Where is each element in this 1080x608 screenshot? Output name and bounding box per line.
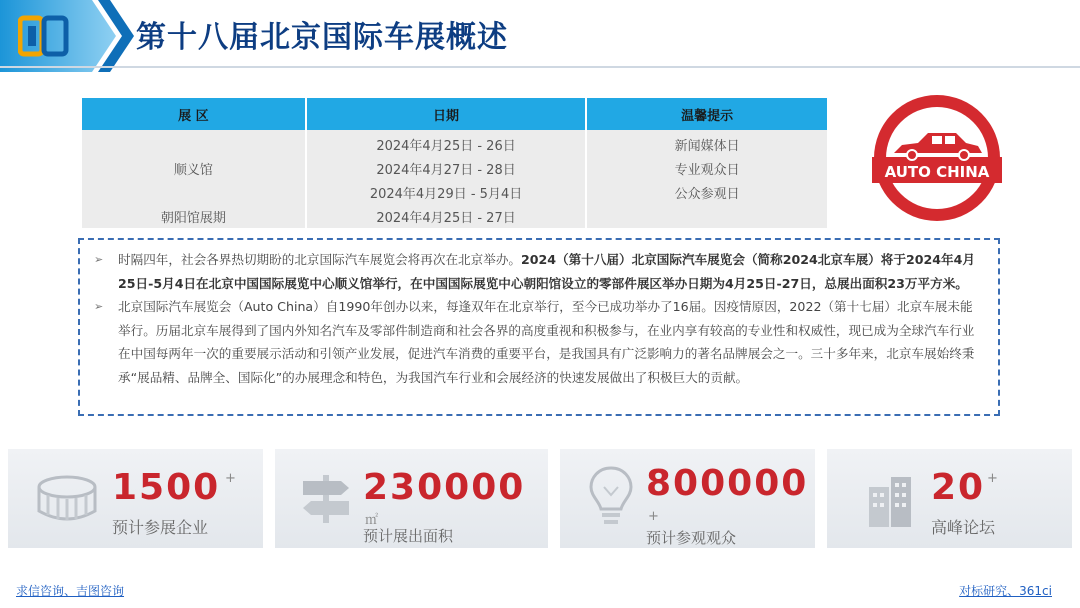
cell-zone (82, 180, 306, 204)
bullet-arrow-icon: ➢ (94, 253, 104, 266)
stat-card-exhibitors (8, 449, 263, 548)
badge-text: AUTO CHINA (884, 163, 990, 181)
stat-value: 1500 (112, 467, 221, 508)
stat-label: 预计展出面积 (363, 527, 454, 545)
header-bar (0, 0, 1080, 72)
table-row (82, 204, 827, 228)
table-row (82, 130, 827, 156)
intro-text-box (78, 238, 1000, 416)
cell-date: 2024年4月27日 - 28日 (306, 156, 587, 180)
cell-zone: 朝阳馆展期 (82, 204, 306, 228)
column-header-date: 日期 (306, 98, 587, 130)
stat-card-visitors (560, 449, 815, 548)
stat-value: 230000 (363, 467, 526, 508)
column-header-zone: 展 区 (82, 98, 306, 130)
cell-date: 2024年4月29日 - 5月4日 (306, 180, 587, 204)
cell-tip: 专业观众日 (586, 156, 827, 180)
intro-paragraph-2 (94, 295, 984, 389)
stat-label: 高峰论坛 (931, 518, 996, 537)
auto-china-badge (872, 93, 1002, 223)
intro-paragraph-1-normal: 时隔四年，社会各界热切期盼的北京国际汽车展览会将再次在北京举办。 (118, 252, 521, 267)
bullet-arrow-icon: ➢ (94, 300, 104, 313)
column-header-tip: 温馨提示 (586, 98, 827, 130)
stat-value: 800000 (646, 463, 809, 504)
page-title: 第十八届北京国际车展概述 (136, 20, 508, 55)
stat-value: 20 (931, 467, 986, 508)
stat-label: 预计参展企业 (112, 518, 209, 537)
cell-tip: 新闻媒体日 (586, 130, 827, 156)
stat-label: 预计参观观众 (646, 529, 737, 547)
table-row (82, 180, 827, 204)
cell-zone (82, 130, 306, 156)
table-row (82, 156, 827, 180)
lightbulb-icon (588, 465, 634, 527)
stat-suffix: + (225, 471, 236, 486)
buildings-icon (865, 473, 915, 529)
footer-link-left[interactable]: 求信咨询、吉图咨询 (16, 584, 125, 598)
stat-suffix: ㎡ (365, 513, 379, 528)
cell-zone: 顺义馆 (82, 156, 306, 180)
intro-paragraph-2-text: 北京国际汽车展览会（Auto China）自1990年创办以来，每逢双年在北京举行，至今已成功举办了16届。因疫情原因，2022（第十七届）北京车展未能举行。历届北京车展得到了国内外知名汽车及零部件制造商和社会各界的高度重视和积极参与，在业内享有较高的专业性和权威性，现已成为全球汽车行业在中国每两年一次的重要展示活动和引领产业发展，促进汽车消费的重要平台，是我国具有广泛影响力的著名品牌展会之一。三十多年来，北京车展始终秉承“展品精、品牌全、国际化”的办展理念和特色，为我国汽车行业和会展经济的快速发展做出了积极巨大的贡献。 (118, 299, 975, 385)
table-header-row (82, 98, 827, 130)
intro-paragraph-1 (94, 248, 984, 295)
cell-tip: 公众参观日 (586, 180, 827, 204)
stat-card-area (275, 449, 548, 548)
cell-date: 2024年4月25日 - 27日 (306, 204, 587, 228)
stat-card-forums (827, 449, 1072, 548)
signpost-icon (297, 473, 355, 525)
intro-paragraph-1-bold: 2024（第十八届）北京国际汽车展览会（简称2024北京车展）将于2024年4月25日-5月4日在北京中国国际展览中心顺义馆举行，在中国国际展览中心朝阳馆设立的零部件展区举办日期为4月25日-27日，总展出面积23万平方米。 (118, 252, 975, 291)
company-logo (18, 14, 70, 58)
stat-suffix: + (648, 509, 659, 524)
cell-tip (586, 204, 827, 228)
stadium-icon (36, 471, 98, 527)
schedule-table (82, 98, 827, 228)
cell-date: 2024年4月25日 - 26日 (306, 130, 587, 156)
footer-link-right[interactable]: 对标研究、361ci (959, 584, 1052, 598)
stat-suffix: + (987, 471, 998, 486)
